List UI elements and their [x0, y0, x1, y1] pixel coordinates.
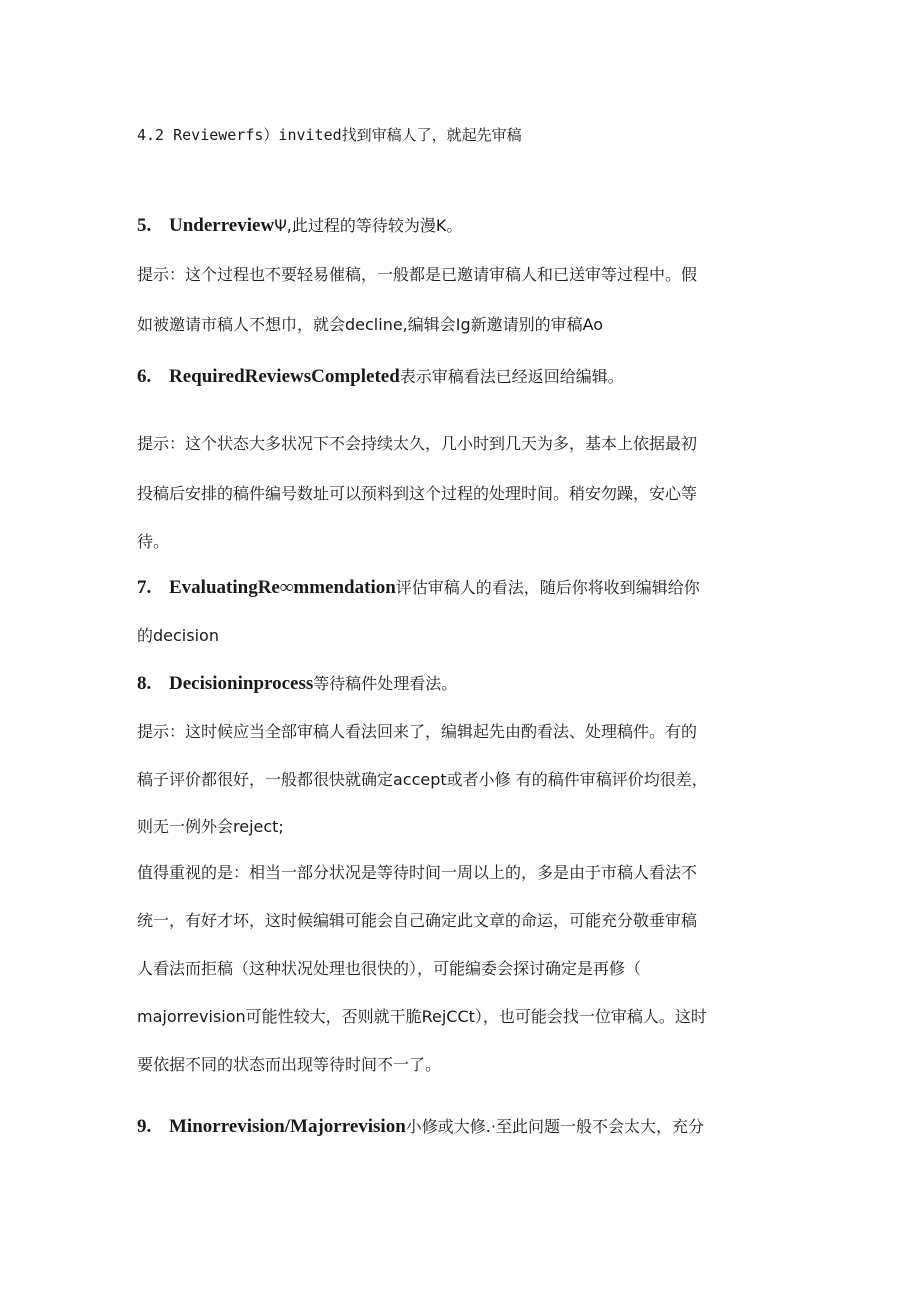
section-description: 评估审稿人的看法，随后你将收到编辑给你 [395, 578, 700, 597]
text-line: 待。 [137, 532, 170, 551]
text-line: 的decision [137, 626, 219, 645]
text-line: 如被邀请市稿人不想巾，就会decline,编辑会Ig新邀请别的审稿Ao [137, 315, 604, 334]
text-line: 投稿后安排的稿件编号数址可以预料到这个过程的处理时间。稍安勿躁，安心等 [137, 484, 698, 503]
section-number: 7. [137, 577, 152, 598]
section-number: 6. [137, 366, 152, 387]
text-line: 人看法而拒稿（这种状况处理也很快的），可能编委会探讨确定是再修（ [137, 959, 642, 978]
section-term: Underreview [169, 215, 275, 236]
section-term: Minorrevision/Majorrevision [169, 1116, 406, 1137]
section-heading [137, 673, 797, 695]
section-heading [137, 1116, 797, 1138]
section-term: EvaluatingRe∞mmendation [169, 577, 396, 598]
section-heading [137, 215, 797, 237]
text-line: majorrevision可能性较大，否则就干脆RejCCt），也可能会找一位审稿人。这时 [137, 1007, 707, 1026]
section-number: 5. [137, 215, 152, 236]
text-line: 统一，有好才坏，这时候编辑可能会自己确定此文章的命运，可能充分敬垂审稿 [137, 911, 698, 930]
text-line: 要依据不同的状态而出现等待时间不一了。 [137, 1055, 442, 1074]
text-line: 4.2 Reviewerfs）invited找到审稿人了，就起先审稿 [137, 126, 522, 144]
section-term: Decisioninprocess [169, 673, 314, 694]
section-heading [137, 577, 797, 599]
text-line: 提示：这时候应当全部审稿人看法回来了，编辑起先由酌看法、处理稿件。有的 [137, 722, 698, 741]
section-heading [137, 366, 797, 388]
text-line: 稿子评价都很好，一般都很快就确定accept或者小修 有的稿件审稿评价均很差， [137, 770, 708, 789]
text-line: 值得重视的是：相当一部分状况是等待时间一周以上的，多是由于市稿人看法不 [137, 863, 698, 882]
section-number: 9. [137, 1116, 152, 1137]
section-description: 等待稿件处理看法。 [313, 674, 458, 693]
text-line: 提示：这个状态大多状况下不会持续太久，几小时到几天为多，基本上依据最初 [137, 434, 698, 453]
section-description: Ψ,此过程的等待较为漫K。 [274, 216, 463, 235]
section-description: 小修或大修.·至此问题一般不会太大，充分 [405, 1117, 704, 1136]
text-line: 则无一例外会reject; [137, 817, 284, 836]
section-term: RequiredReviewsCompleted [169, 366, 400, 387]
section-description: 表示审稿看法已经返回给编辑。 [399, 367, 624, 386]
text-line: 提示：这个过程也不要轻易催稿，一般都是已邀请审稿人和已送审等过程中。假 [137, 265, 698, 284]
section-number: 8. [137, 673, 152, 694]
